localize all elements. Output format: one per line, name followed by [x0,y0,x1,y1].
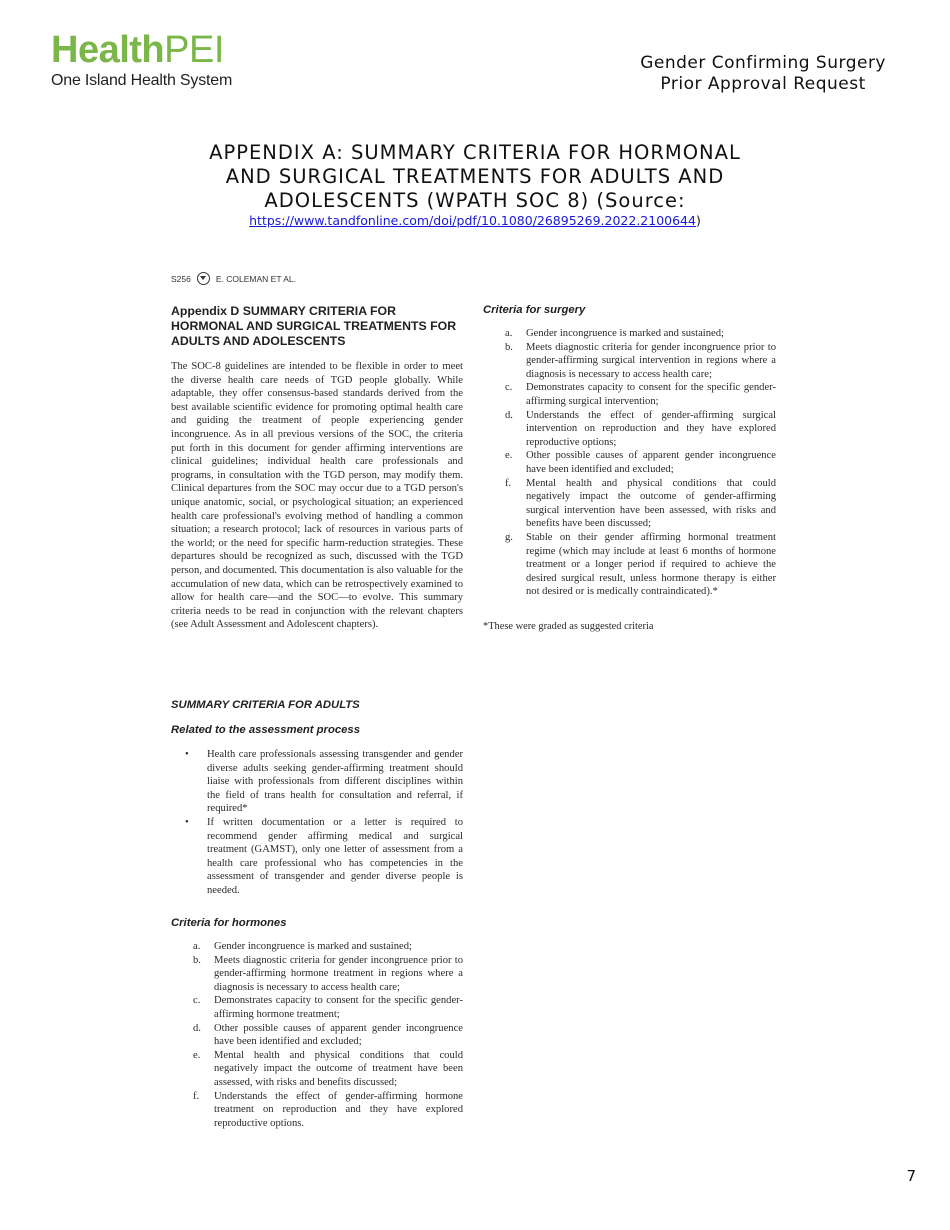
list-text: Gender incongruence is marked and sustained; [526,328,724,339]
list-item: • If written documentation or a letter is required to recommend gender affirming medical and surgical treatment (GAMST), only one letter of assessment from a health care professional who has competencies in the assessment of transgender and gender diverse people is needed. [171,816,463,898]
document-title-line2: Prior Approval Request [660,74,866,94]
list-item [483,477,776,531]
logo-wordmark [51,30,232,70]
running-head [171,272,296,285]
list-text: Meets diagnostic criteria for gender incongruence prior to gender-affirming hormone treatment in regions where a diagnosis is necessary to access health care; [214,954,463,993]
intro-paragraph: The SOC-8 guidelines are intended to be flexible in order to meet the diverse health care needs of TGD people globally. While adaptable, they offer consensus-based standards derived from the best available scientific evidence for promoting optimal health care and guiding the treatment of people experiencing gender incongruence. As in all previous versions of the SOC, the criteria put forth in this document for gender affirming interventions are clinical guidelines; individual health care professionals and programs, in consultation with the TGD person, may modify them. Clinical departures from the SOC may occur due to a TGD person's unique anatomic, social, or psychological situation; an experienced health care professional's evolving method of handling a common situation; a research protocol; lack of resources in various parts of the world; or the need for specific harm-reduction strategies. These departures should be recognized as such, discussed with the TGD person, and documented. This documentation is also valuable for the accumulation of new data, which can be retrospectively examined to allow for health care—and the SOC—to evolve. This summary criteria needs to be read in conjunction with the relevant chapters (see Adult Assessment and Adolescent chapters). [171,361,463,631]
list-item [171,1022,463,1049]
surgery-heading: Criteria for surgery [483,304,586,316]
list-item [483,341,776,382]
list-text: Understands the effect of gender-affirming hormone treatment on reproduction and they have explored reproductive options. [214,1090,463,1129]
source-link[interactable]: https://www.tandfonline.com/doi/pdf/10.1080/26895269.2022.2100644 [249,213,696,228]
list-text: Demonstrates capacity to consent for the specific gender-affirming surgical intervention; [526,382,776,407]
source-close-paren: ) [695,213,701,228]
list-marker: c. [505,382,513,394]
logo-health: Health [51,29,165,71]
list-marker: e. [193,1049,201,1061]
list-item [171,954,463,995]
document-title-line1: Gender Confirming Surgery [640,53,886,73]
surgery-criteria-list [483,327,776,599]
list-text: Other possible causes of apparent gender incongruence have been identified and excluded; [214,1022,463,1048]
list-marker: g. [505,531,513,543]
list-item [483,531,776,599]
logo-tagline: One Island Health System [51,72,233,89]
list-marker: b. [193,954,201,966]
logo-pei: PEI [164,29,224,71]
list-item [483,449,776,476]
list-item [171,1049,463,1090]
list-marker: d. [505,409,513,421]
journal-logo-icon [197,272,210,285]
list-item [171,1090,463,1131]
list-marker: f. [193,1090,200,1102]
list-marker: a. [193,941,201,952]
list-marker: e. [505,450,513,462]
list-text: Meets diagnostic criteria for gender incongruence prior to gender-affirming surgical intervention in regions where a diagnosis is necessary to access health care; [526,341,776,380]
appendix-heading: APPENDIX A: SUMMARY CRITERIA FOR HORMONAL AND SURGICAL TREATMENTS FOR ADULTS AND ADOLESCENTS (WPATH SOC 8) (Source: [209,141,741,212]
assessment-bullets [171,748,463,898]
page-number: 7 [906,1167,916,1185]
hormones-heading: Criteria for hormones [171,917,287,929]
summary-adults-heading: SUMMARY CRITERIA FOR ADULTS [171,699,360,711]
document-title [640,53,886,95]
list-item [171,940,463,954]
assessment-heading: Related to the assessment process [171,724,360,736]
list-text: Stable on their gender affirming hormonal treatment regime (which may include at least 6 months of hormone treatment or a longer period if required to achieve the desired surgical result, unless hormone therapy is either not desired or is medically contraindicated).* [526,531,776,598]
list-text: Demonstrates capacity to consent for the specific gender-affirming hormone treatment; [214,995,463,1020]
list-marker: d. [193,1022,201,1034]
list-item [483,409,776,450]
list-text: Other possible causes of apparent gender incongruence have been identified and excluded; [526,450,776,475]
appendix-d-title: Appendix D SUMMARY CRITERIA FOR HORMONAL AND SURGICAL TREATMENTS FOR ADULTS AND ADOLESCENTS [171,304,457,348]
list-marker: a. [505,328,513,339]
list-text: Understands the effect of gender-affirming surgical intervention on reproduction and they have explored reproductive options; [526,409,776,448]
source-line [190,213,760,228]
running-head-author: E. COLEMAN ET AL. [215,273,297,284]
list-text: Mental health and physical conditions that could negatively impact the outcome of treatment have been assessed, with risks and benefits discussed; [214,1049,463,1088]
list-item [171,994,463,1021]
list-marker: f. [505,477,512,489]
list-text: Mental health and physical conditions that could negatively impact the outcome of gender-affirming surgical intervention have been assessed, with risks and benefits have been discussed; [526,477,776,530]
running-head-page: S256 [171,273,191,284]
list-marker: b. [505,341,513,353]
scanned-article-page [160,262,790,1157]
list-item [483,381,776,408]
hormones-criteria-list [171,940,463,1130]
list-marker: c. [193,995,201,1007]
list-item [483,327,776,341]
footnote: *These were graded as suggested criteria [483,621,654,632]
list-text: Gender incongruence is marked and sustained; [214,941,412,952]
health-pei-logo [51,30,232,90]
list-item: • Health care professionals assessing transgender and gender diverse adults seeking gender-affirming treatment should liaise with professionals from different disciplines within the field of trans health for consultation and referral, if required* [171,748,463,816]
